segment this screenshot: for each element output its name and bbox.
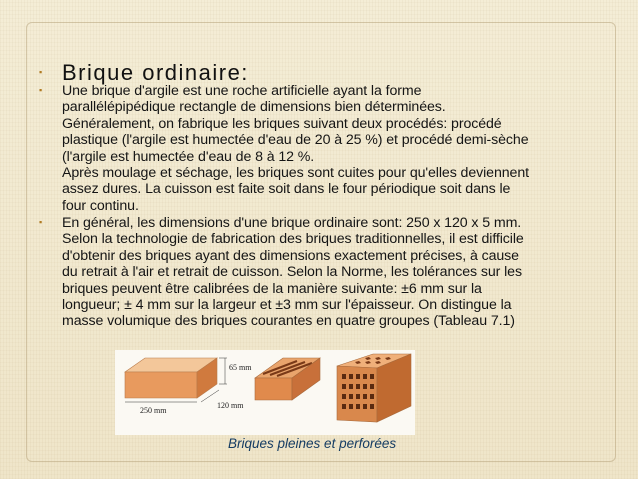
figure-caption: Briques pleines et perforées (228, 436, 397, 451)
dim-height-label: 65 mm (229, 363, 252, 372)
square-bullet-icon: ▪ (39, 67, 43, 77)
paragraph-manufacturing: Une brique d'argile est une roche artificielle ayant la forme parallélépipédique rectangle de dimensions bien déterminées. Généralement, on fabrique les briques suivant deux procédés: procédé plastique (l'argile est humectée d'eau de 20 à 25 %) et procédé demi-sèche (l'argile est humectée d'eau de 8 à 12 %. Après moulage et séchage, les briques sont cuites pour qu'elles deviennent assez dures. La cuisson est faite soit dans le four périodique soit dans le four continu. (62, 83, 529, 214)
grooved-brick-icon (255, 358, 320, 400)
solid-brick-icon (125, 358, 217, 398)
brick-drawings (115, 350, 415, 435)
dim-width-label: 120 mm (217, 401, 244, 410)
dim-length-label: 250 mm (140, 406, 167, 415)
square-bullet-icon: ▪ (39, 217, 43, 227)
brick-illustration (115, 350, 415, 435)
square-bullet-icon: ▪ (39, 85, 43, 95)
paragraph-dimensions: En général, les dimensions d'une brique ordinaire sont: 250 x 120 x 5 mm. Selon la technologie de fabrication des briques traditionnelles, il est difficile d'obtenir des briques ayant des dimensions exactement précises, à cause du retrait à l'air et retrait de cuisson. Selon la Norme, les tolérances sur les briques peuvent être calibrées de la manière suivante: ±6 mm sur la longueur; ± 4 mm sur la largeur et ±3 mm sur l'épaisseur. On distingue la masse volumique des briques courantes en quatre groupes (Tableau 7.1) (62, 215, 524, 330)
slide-heading: Brique ordinaire: (62, 60, 249, 85)
perforated-brick-icon (337, 354, 411, 422)
